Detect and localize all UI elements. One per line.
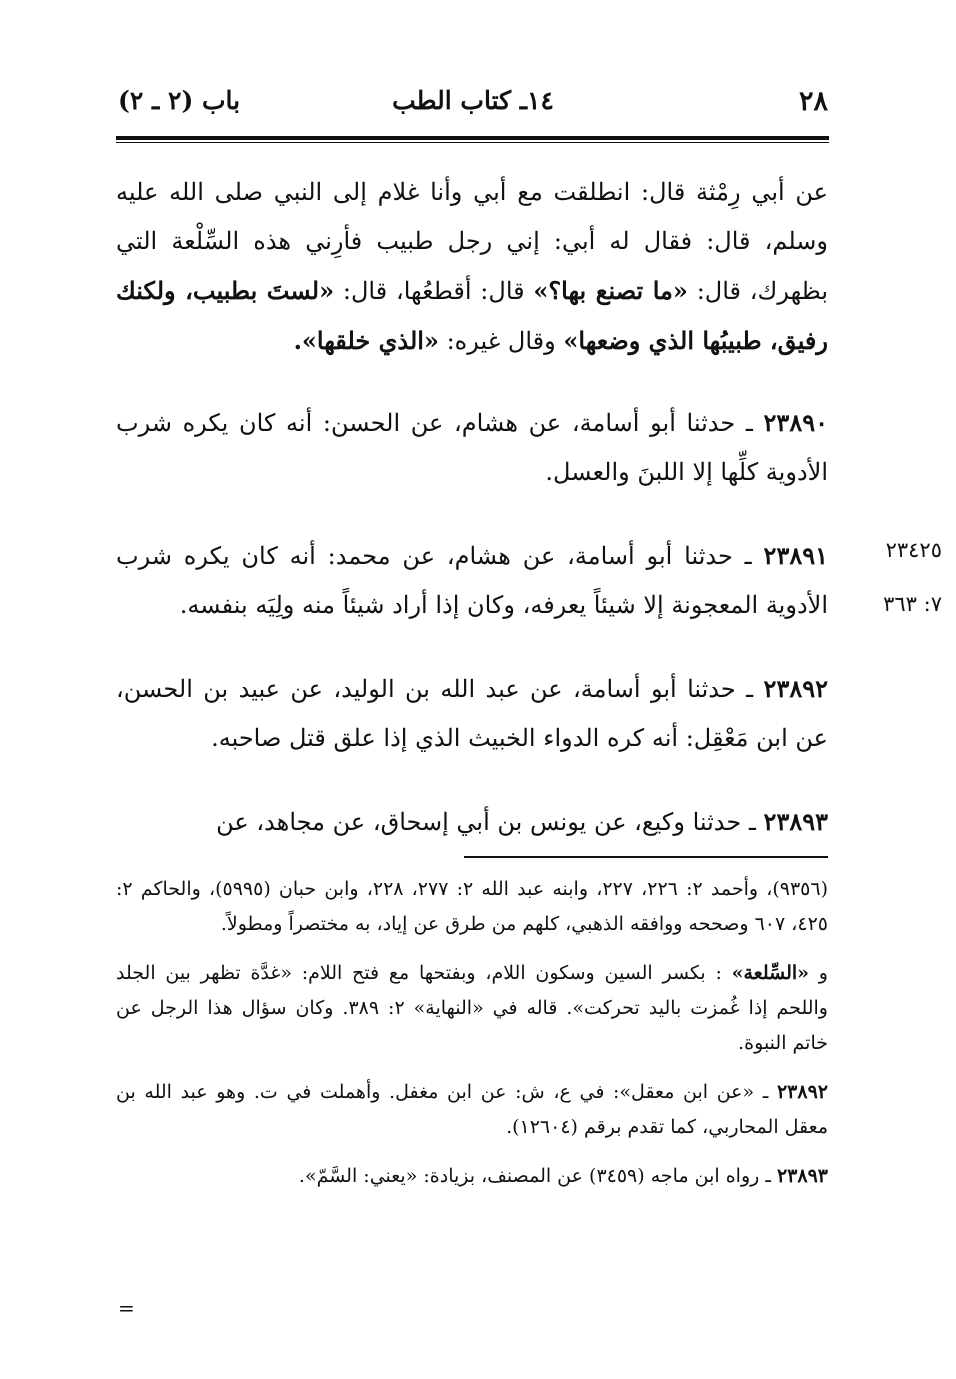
hadith-continuation <box>116 168 828 366</box>
hadith-23892 <box>116 664 828 763</box>
hadith-number: ٢٣٨٩٣ <box>763 807 828 836</box>
footnotes <box>116 872 828 1208</box>
book-title: ١٤ـ كتاب الطب <box>392 86 554 115</box>
hadith-number: ٢٣٨٩٠ <box>763 408 828 437</box>
footnote-rule <box>464 856 828 858</box>
footnote <box>116 1159 828 1194</box>
header-rule-thin <box>116 142 829 143</box>
page-number: ٢٨ <box>798 86 828 117</box>
prophet-quote: «الذي خلقها». <box>293 326 439 355</box>
hadith-text: ـ حدثنا وكيع، عن يونس بن أبي إسحاق، عن مجاهد، عن <box>216 808 756 836</box>
footnote <box>116 1075 828 1145</box>
hadith-23891 <box>116 531 828 630</box>
footnote-text: و <box>818 962 828 984</box>
hadith-text: ـ حدثنا أبو أسامة، عن عبد الله بن الوليد، عن عبيد بن الحسن، عن ابن مَعْقِل: أنه كره الدواء الخبيث الذي إذا علق قتل صاحبه. <box>116 675 828 752</box>
prophet-quote: «لستَ بطبيب، ولكنك رفيق، طبيبُها الذي وضعها» <box>116 276 828 355</box>
footnote-text: (٩٣٥٦)، وأحمد ٢: ٢٢٦، ٢٢٧، وابنه عبد الله ٢: ٢٧٧، ٢٢٨، وابن حبان (٥٩٩٥)، والحاكم ٢: ٤٢٥، ٦٠٧ وصححه ووافقه الذهبي، كلهم من طرق عن إياد، به مختصراً ومطولاً. <box>116 878 829 935</box>
paragraph-text: عن أبي رِمْثة قال: انطلقت مع أبي وأنا غلام إلى النبي صلى الله عليه وسلم، قال: فقال له أبي: إني رجل طبيب فأرِني هذه السِّلْعة التي بظهرك، قال: <box>116 178 829 305</box>
footnote <box>116 872 828 942</box>
footnote-number: ٢٣٨٩٢ <box>776 1081 828 1103</box>
paragraph-text: قال: أقطعُها، قال: <box>342 277 525 305</box>
chapter-reference: باب (٢ ـ ٢) <box>118 86 241 115</box>
footnote-text: : بكسر السين وسكون اللام، وبفتحها مع فتح اللام: «غدَّة تظهر بين الجلد واللحم إذا غُمزت باليد تحركت». قاله في «النهاية» ٢: ٣٨٩. وكان سؤال هذا الرجل عن خاتم النبوة. <box>116 962 828 1054</box>
margin-reference-number: ٢٣٤٢٥ <box>885 538 942 562</box>
footnote-text: ـ رواه ابن ماجه (٣٤٥٩) عن المصنف، بزيادة: «يعني: السَّمّ». <box>298 1165 771 1187</box>
hadith-number: ٢٣٨٩٢ <box>763 674 828 703</box>
paragraph-text: وقال غيره: <box>446 327 556 355</box>
page-header <box>118 86 828 130</box>
footnote-term: «السِّلعة» <box>731 962 810 984</box>
continuation-mark: = <box>118 1296 135 1320</box>
margin-volume-page: ٧: ٣٦٣ <box>883 592 942 616</box>
footnote-number: ٢٣٨٩٣ <box>776 1165 828 1187</box>
main-text <box>116 168 828 881</box>
footnote <box>116 956 828 1061</box>
footnote-text: ـ «عن ابن معقل»: في ع، ش: عن ابن مغفل. وأهملت في ت. وهو عبد الله بن معقل المحاربي، كما تقدم برقم (١٢٦٠٤). <box>116 1081 828 1138</box>
hadith-23893 <box>116 797 828 847</box>
hadith-text: ـ حدثنا أبو أسامة، عن هشام، عن محمد: أنه كان يكره شرب الأدوية المعجونة إلا شيئاً يعرفه، وكان إذا أراد شيئاً منه ولِيَه بنفسه. <box>116 542 828 619</box>
hadith-number: ٢٣٨٩١ <box>763 541 828 570</box>
header-rule <box>116 136 829 140</box>
prophet-quote: «ما تصنع بها؟» <box>533 276 688 305</box>
hadith-text: ـ حدثنا أبو أسامة، عن هشام، عن الحسن: أنه كان يكره شرب الأدوية كلِّها إلا اللبنَ والعسل. <box>116 409 828 486</box>
hadith-23890 <box>116 398 828 497</box>
